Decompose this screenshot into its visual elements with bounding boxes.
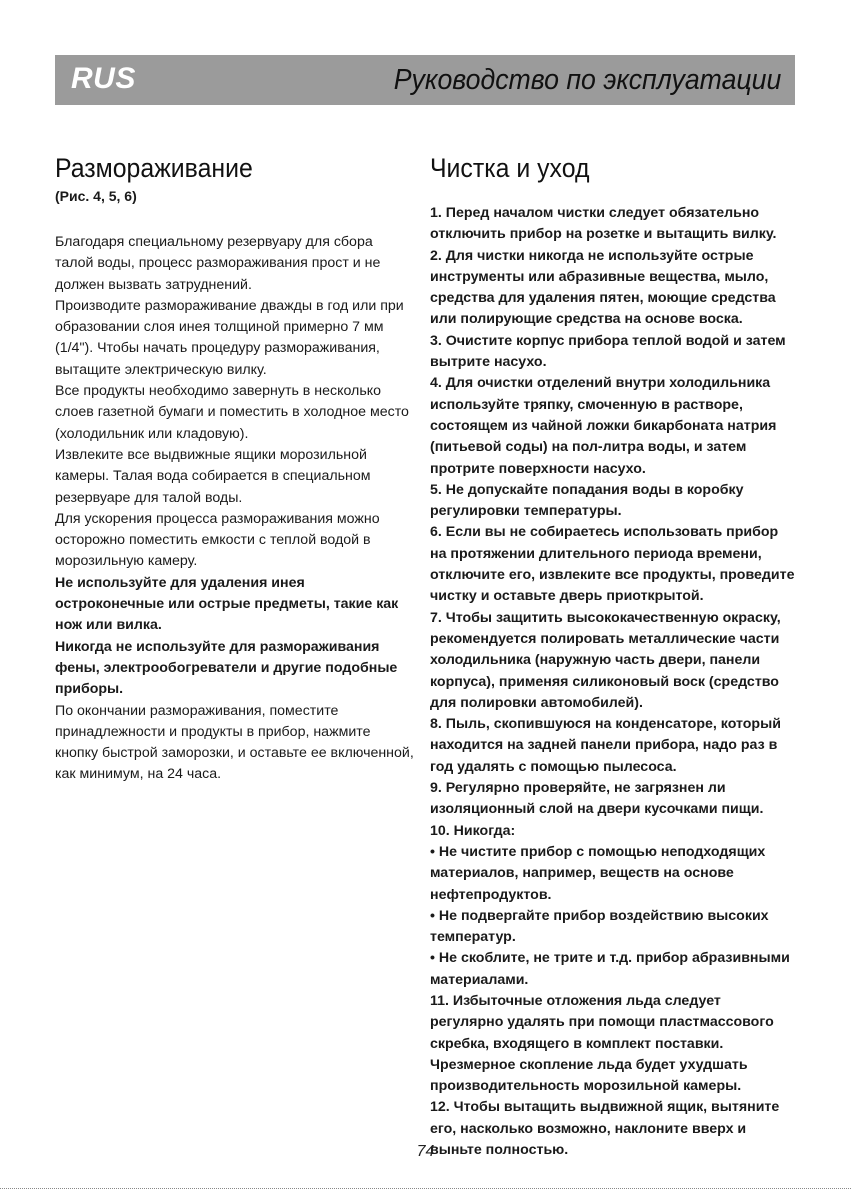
language-label: RUS [71,62,136,95]
defrosting-paragraph: Все продукты необходимо завернуть в несколько слоев газетной бумаги и поместить в холодное место (холодильник или кладовую). [55,383,409,442]
figure-reference: (Рис. 4, 5, 6) [55,188,137,204]
cleaning-item: 6. Если вы не собираетесь использовать прибор на протяжении длительного периода времени, отключите его, извлеките все продукты, проведите чистку и оставьте дверь приоткрытой. [430,524,795,605]
defrosting-paragraph: По окончании размораживания, поместите принадлежности и продукты в прибор, нажмите кнопку быстрой заморозки, и оставьте ее включенной, как минимум, на 24 часа. [55,702,414,783]
defrosting-paragraphs [55,232,415,786]
cleaning-item: • Не чистите прибор с помощью неподходящих материалов, например, веществ на основе нефтепродуктов. [430,843,766,903]
cleaning-item: 7. Чтобы защитить высококачественную окраску, рекомендуется полировать металлические части холодильника (наружную часть двери, панели корпуса), применяя силиконовый воск (средство для полировки автомобилей). [430,609,781,711]
cleaning-item: 10. Никогда: [430,822,516,839]
cleaning-item: 11. Избыточные отложения льда следует регулярно удалять при помощи пластмассового скребка, входящего в комплект поставки. Чрезмерное скопление льда будет ухудшать производительность морозильной камеры. [430,992,774,1095]
cleaning-item: 5. Не допускайте попадания воды в коробку регулировки температуры. [430,481,744,520]
defrosting-paragraph: Производите размораживание дважды в год или при образовании слоя инея толщиной примерно 7 мм (1/4"). Чтобы начать процедуру размораживания, вытащите электрическую вилку. [55,297,404,378]
bottom-divider [0,1188,851,1189]
defrosting-paragraph: Благодаря специальному резервуару для сбора талой воды, процесс размораживания прост и не должен вызвать затруднений. [55,234,381,293]
cleaning-item: 2. Для чистки никогда не используйте острые инструменты или абразивные вещества, мыло, средства для удаления пятен, моющие средства или полирующие средства на основе воска. [430,247,776,328]
cleaning-item: 1. Перед началом чистки следует обязательно отключить прибор на розетке и вытащить вилку. [430,205,777,243]
defrosting-paragraph: Для ускорения процесса размораживания можно осторожно поместить емкости с теплой водой в морозильную камеру. [55,510,380,570]
cleaning-item: 8. Пыль, скопившуюся на конденсаторе, который находится на задней панели прибора, надо раз в год удалять с помощью пылесоса. [430,716,781,775]
defrosting-section [55,152,415,786]
cleaning-item: 3. Очистите корпус прибора теплой водой и затем вытрите насухо. [430,332,786,371]
defrosting-paragraph: Никогда не используйте для размораживания фены, электрообогреватели и другие подобные приборы. [55,638,398,698]
cleaning-section [430,152,796,1161]
cleaning-item: • Не подвергайте прибор воздействию высоких температур. [430,907,769,946]
cleaning-item: 12. Чтобы вытащить выдвижной ящик, вытяните его, насколько возможно, наклоните вверх и выньте полностью. [430,1099,780,1159]
cleaning-paragraphs [430,203,796,1161]
defrosting-paragraph: Не используйте для удаления инея остроконечные или острые предметы, такие как нож или вилка. [55,574,399,634]
cleaning-item: 9. Регулярно проверяйте, не загрязнен ли изоляционный слой на двери кусочками пищи. [430,780,764,818]
defrosting-paragraph: Извлеките все выдвижные ящики морозильной камеры. Талая вода собирается в специальном резервуаре для талой воды. [55,446,371,506]
defrosting-title: Размораживание [55,153,253,183]
cleaning-item: 4. Для очистки отделений внутри холодильника используйте тряпку, смоченную в растворе, состоящем из чайной ложки бикарбоната натрия (питьевой соды) на пол-литра воды, и затем протрите поверхности насухо. [430,375,777,477]
cleaning-item: • Не скоблите, не трите и т.д. прибор абразивными материалами. [430,950,790,988]
page-number: 74 [416,1143,435,1160]
cleaning-title: Чистка и уход [430,153,590,183]
header-bar [55,55,795,105]
manual-title: Руководство по эксплуатации [393,64,781,96]
